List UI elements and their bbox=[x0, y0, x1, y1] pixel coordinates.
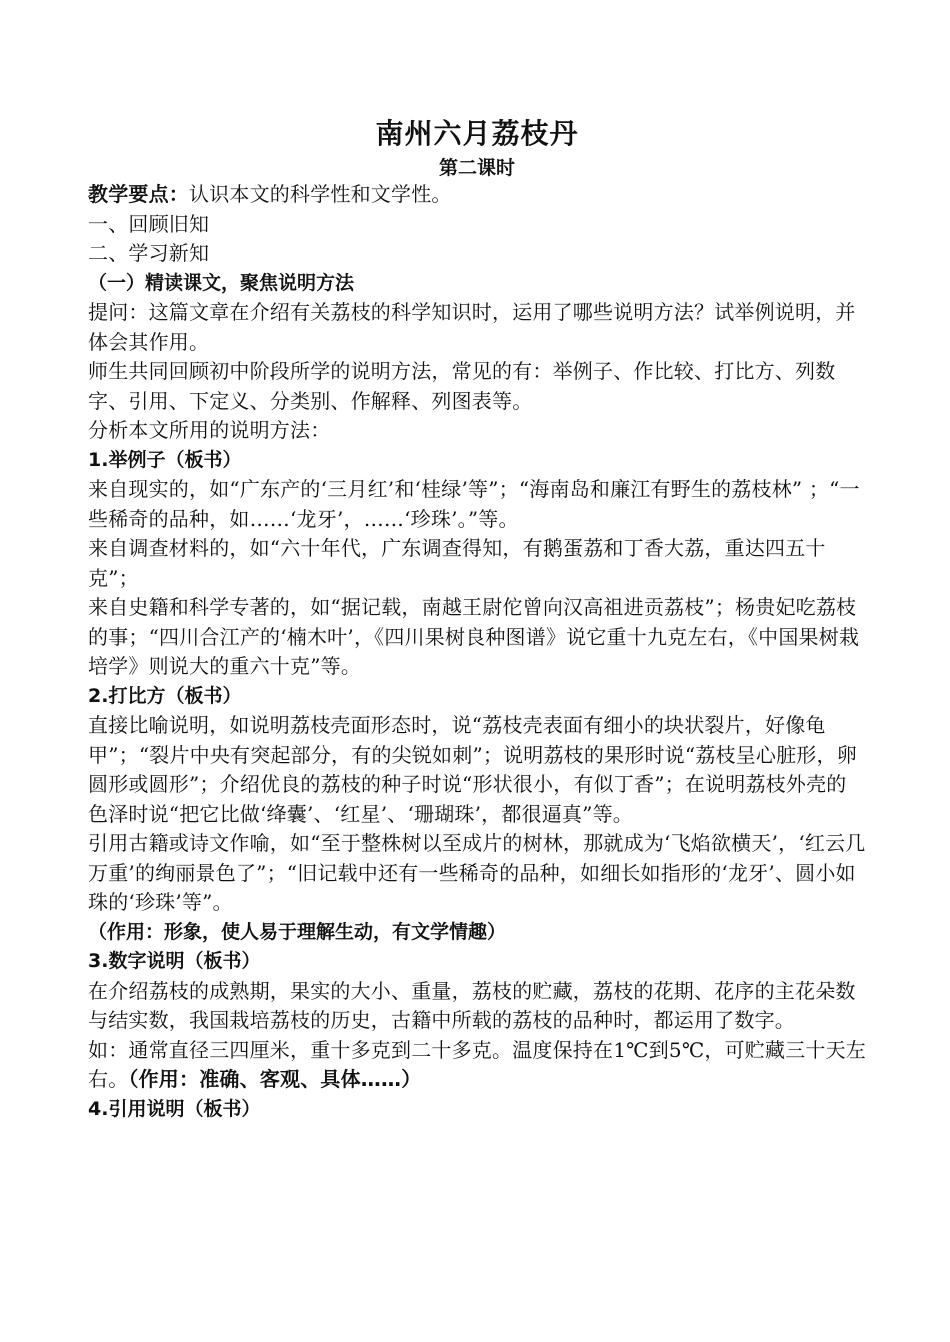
method-heading-quotation: 4.引用说明（板书） bbox=[88, 1097, 261, 1120]
key-points bbox=[88, 180, 866, 210]
question-paragraph: 提问：这篇文章在介绍有关荔枝的科学知识时，运用了哪些说明方法？试举例说明，并体会其作用。 bbox=[88, 300, 856, 354]
examples-paragraph-history: 来自史籍和科学专著的，如“据记载，南越王尉佗曾向汉高祖进贡荔枝”；杨贵妃吃荔枝的事；“四川合江产的‘楠木叶’，《四川果树良种图谱》说它重十九克左右，《中国果树栽培学》则说大的重六十克”等。 bbox=[88, 595, 860, 678]
analysis-intro: 分析本文所用的说明方法： bbox=[88, 418, 331, 442]
numbers-example-text: 如：通常直径三四厘米，重十多克到二十多克。温度保持在1℃到5℃，可贮藏三十天左右。 bbox=[88, 1037, 866, 1091]
key-points-text: 认识本文的科学性和文学性。 bbox=[189, 182, 452, 206]
method-heading-numbers: 3.数字说明（板书） bbox=[88, 950, 261, 972]
numbers-paragraph-usage: 在介绍荔枝的成熟期，果实的大小、重量，荔枝的贮藏，荔枝的花期、花序的主花朵数与结实数，我国栽培荔枝的历史，古籍中所载的荔枝的品种时，都运用了数字。 bbox=[88, 978, 856, 1032]
method-heading-examples: 1.举例子（板书） bbox=[88, 448, 242, 471]
key-points-label: 教学要点： bbox=[88, 182, 189, 206]
document-page bbox=[88, 112, 866, 1124]
outline-item-new: 二、学习新知 bbox=[88, 241, 210, 265]
section-heading: （一）精读课文，聚焦说明方法 bbox=[88, 271, 355, 294]
outline-item-review: 一、回顾旧知 bbox=[88, 211, 210, 236]
document-title: 南州六月荔枝丹 bbox=[375, 117, 579, 150]
metaphor-paragraph-direct: 直接比喻说明，如说明荔枝壳面形态时，说“荔枝壳表面有细小的块状裂片，好像龟甲”；“裂片中央有突起部分，有的尖锐如刺”；说明荔枝的果形时说“荔枝呈心脏形，卵圆形或圆形”；介绍优良的荔枝的种子时说“形状很小，有似丁香”；在说明荔枝外壳的色泽时说“把它比做‘绛囊’、‘红星’、‘珊瑚珠’，都很逼真”等。 bbox=[88, 713, 857, 826]
numbers-effect: （作用：准确、客观、具体……） bbox=[128, 1067, 422, 1091]
review-paragraph: 师生共同回顾初中阶段所学的说明方法，常见的有：举例子、作比较、打比方、列数字、引用、下定义、分类别、作解释、列图表等。 bbox=[88, 359, 836, 413]
metaphor-effect: （作用：形象，使人易于理解生动，有文学情趣） bbox=[88, 920, 507, 943]
method-heading-metaphor: 2.打比方（板书） bbox=[88, 684, 242, 707]
document-subtitle: 第二课时 bbox=[438, 157, 515, 179]
examples-paragraph-survey: 来自调查材料的，如“六十年代，广东调查得知，有鹅蛋荔和丁香大荔，重达四五十克”； bbox=[88, 536, 826, 590]
metaphor-paragraph-classics: 引用古籍或诗文作喻，如“至于整株树以至成片的树林，那就成为‘飞焰欲横天’，‘红云几万重’的绚丽景色了”；“旧记载中还有一些稀奇的品种，如细长如指形的‘龙牙’、圆小如珠的‘珍珠’等”。 bbox=[88, 831, 866, 914]
numbers-paragraph-example bbox=[88, 1036, 866, 1095]
examples-paragraph-reality: 来自现实的，如“广东产的‘三月红’和‘桂绿’等”；“海南岛和廉江有野生的荔枝林” ；“一些稀奇的品种，如……‘龙牙’，……‘珍珠’。”等。 bbox=[88, 477, 860, 531]
